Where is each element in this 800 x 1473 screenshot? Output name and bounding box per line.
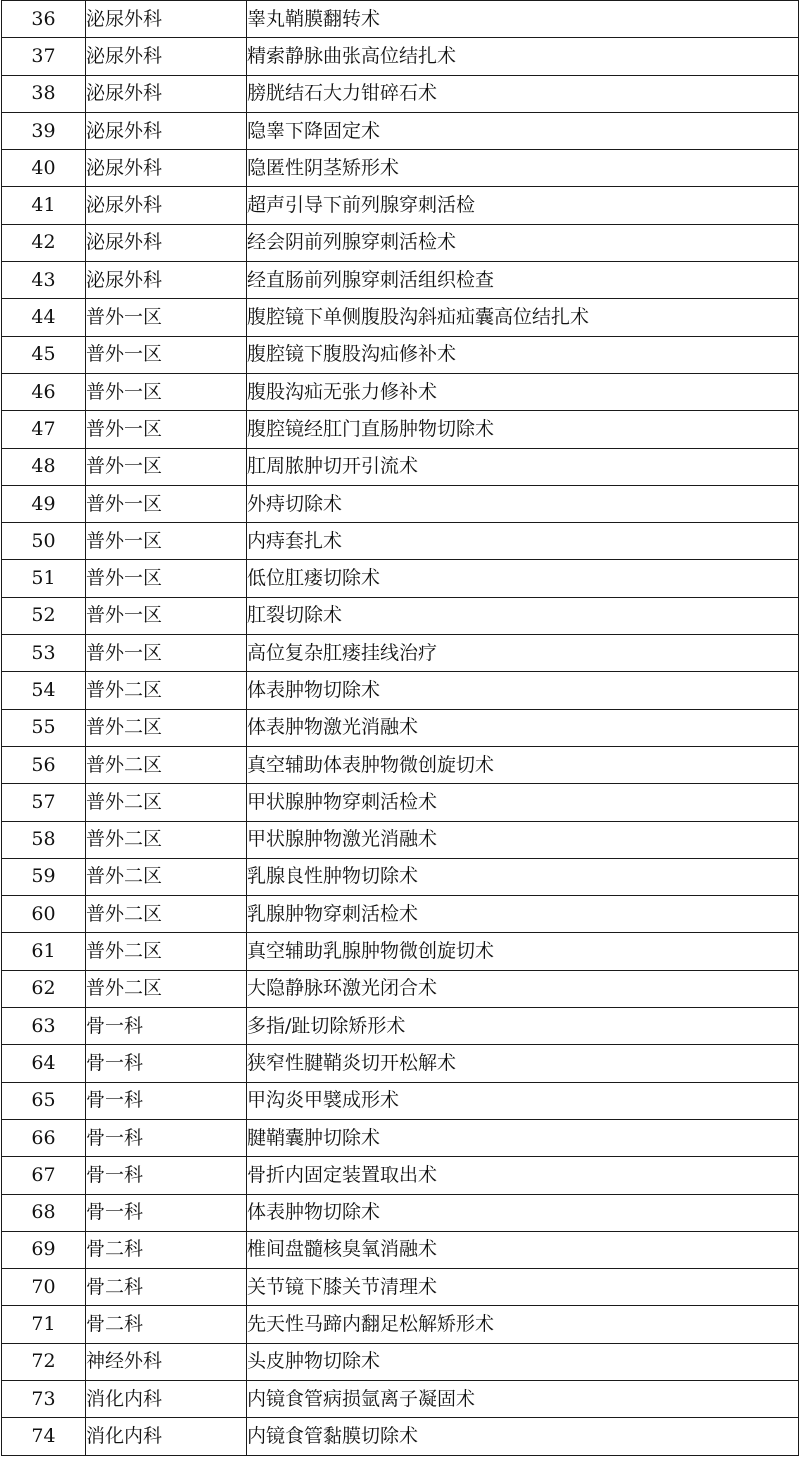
procedure-name: 腹股沟疝无张力修补术 — [247, 373, 799, 410]
row-number: 66 — [2, 1119, 86, 1156]
procedure-name: 乳腺肿物穿刺活检术 — [247, 896, 799, 933]
procedure-name: 骨折内固定装置取出术 — [247, 1157, 799, 1194]
row-number: 63 — [2, 1008, 86, 1045]
procedure-name: 乳腺良性肿物切除术 — [247, 858, 799, 895]
department-name: 普外一区 — [86, 523, 247, 560]
row-number: 65 — [2, 1082, 86, 1119]
table-row — [2, 38, 799, 75]
row-number: 55 — [2, 709, 86, 746]
procedure-name: 内痔套扎术 — [247, 523, 799, 560]
procedure-name: 甲沟炎甲襞成形术 — [247, 1082, 799, 1119]
table-row — [2, 373, 799, 410]
row-number: 58 — [2, 821, 86, 858]
procedure-name: 经直肠前列腺穿刺活组织检查 — [247, 262, 799, 299]
procedure-name: 睾丸鞘膜翻转术 — [247, 1, 799, 38]
table-row — [2, 1269, 799, 1306]
procedure-name: 椎间盘髓核臭氧消融术 — [247, 1231, 799, 1268]
row-number: 54 — [2, 672, 86, 709]
row-number: 53 — [2, 635, 86, 672]
row-number: 67 — [2, 1157, 86, 1194]
table-row — [2, 1157, 799, 1194]
row-number: 62 — [2, 970, 86, 1007]
department-name: 普外一区 — [86, 560, 247, 597]
row-number: 37 — [2, 38, 86, 75]
department-name: 普外一区 — [86, 411, 247, 448]
department-name: 骨二科 — [86, 1269, 247, 1306]
table-row — [2, 1, 799, 38]
table-row — [2, 933, 799, 970]
procedure-name: 低位肛瘘切除术 — [247, 560, 799, 597]
table-row — [2, 821, 799, 858]
department-name: 骨一科 — [86, 1008, 247, 1045]
table-row — [2, 112, 799, 149]
procedure-name: 狭窄性腱鞘炎切开松解术 — [247, 1045, 799, 1082]
table-row — [2, 746, 799, 783]
table-row — [2, 187, 799, 224]
table-row — [2, 1343, 799, 1380]
table-row — [2, 784, 799, 821]
procedure-name: 腹腔镜下单侧腹股沟斜疝疝囊高位结扎术 — [247, 299, 799, 336]
table-row — [2, 224, 799, 261]
procedure-name: 真空辅助体表肿物微创旋切术 — [247, 746, 799, 783]
table-row — [2, 75, 799, 112]
department-name: 骨一科 — [86, 1157, 247, 1194]
row-number: 50 — [2, 523, 86, 560]
procedure-name: 隐睾下降固定术 — [247, 112, 799, 149]
table-row — [2, 262, 799, 299]
procedure-name: 内镜食管病损氩离子凝固术 — [247, 1380, 799, 1417]
table-row — [2, 411, 799, 448]
table-row — [2, 1008, 799, 1045]
row-number: 38 — [2, 75, 86, 112]
department-name: 泌尿外科 — [86, 1, 247, 38]
department-name: 普外一区 — [86, 336, 247, 373]
table-body — [2, 1, 799, 1456]
department-name: 普外二区 — [86, 970, 247, 1007]
procedure-name: 甲状腺肿物激光消融术 — [247, 821, 799, 858]
department-name: 消化内科 — [86, 1418, 247, 1455]
department-name: 普外二区 — [86, 746, 247, 783]
department-name: 消化内科 — [86, 1380, 247, 1417]
table-row — [2, 560, 799, 597]
procedure-name: 腹腔镜经肛门直肠肿物切除术 — [247, 411, 799, 448]
table-row — [2, 597, 799, 634]
procedure-table — [1, 0, 799, 1456]
procedure-name: 腹腔镜下腹股沟疝修补术 — [247, 336, 799, 373]
row-number: 64 — [2, 1045, 86, 1082]
department-name: 普外二区 — [86, 896, 247, 933]
table-row — [2, 1231, 799, 1268]
procedure-name: 关节镜下膝关节清理术 — [247, 1269, 799, 1306]
department-name: 泌尿外科 — [86, 112, 247, 149]
procedure-name: 真空辅助乳腺肿物微创旋切术 — [247, 933, 799, 970]
table-row — [2, 858, 799, 895]
department-name: 普外二区 — [86, 672, 247, 709]
department-name: 骨一科 — [86, 1119, 247, 1156]
row-number: 42 — [2, 224, 86, 261]
procedure-name: 超声引导下前列腺穿刺活检 — [247, 187, 799, 224]
table-row — [2, 1194, 799, 1231]
row-number: 60 — [2, 896, 86, 933]
procedure-name: 体表肿物切除术 — [247, 1194, 799, 1231]
department-name: 骨二科 — [86, 1231, 247, 1268]
department-name: 普外二区 — [86, 709, 247, 746]
row-number: 49 — [2, 485, 86, 522]
row-number: 59 — [2, 858, 86, 895]
row-number: 61 — [2, 933, 86, 970]
row-number: 47 — [2, 411, 86, 448]
table-row — [2, 1306, 799, 1343]
row-number: 71 — [2, 1306, 86, 1343]
row-number: 44 — [2, 299, 86, 336]
table-row — [2, 485, 799, 522]
procedure-name: 大隐静脉环激光闭合术 — [247, 970, 799, 1007]
procedure-name: 隐匿性阴茎矫形术 — [247, 150, 799, 187]
row-number: 39 — [2, 112, 86, 149]
department-name: 普外二区 — [86, 821, 247, 858]
procedure-name: 外痔切除术 — [247, 485, 799, 522]
department-name: 骨二科 — [86, 1306, 247, 1343]
department-name: 骨一科 — [86, 1082, 247, 1119]
procedure-name: 多指/趾切除矫形术 — [247, 1008, 799, 1045]
table-row — [2, 448, 799, 485]
procedure-name: 肛周脓肿切开引流术 — [247, 448, 799, 485]
row-number: 56 — [2, 746, 86, 783]
department-name: 泌尿外科 — [86, 38, 247, 75]
procedure-name: 先天性马蹄内翻足松解矫形术 — [247, 1306, 799, 1343]
department-name: 普外一区 — [86, 635, 247, 672]
row-number: 57 — [2, 784, 86, 821]
table-row — [2, 1380, 799, 1417]
procedure-name: 精索静脉曲张高位结扎术 — [247, 38, 799, 75]
table-row — [2, 150, 799, 187]
table-row — [2, 523, 799, 560]
procedure-name: 甲状腺肿物穿刺活检术 — [247, 784, 799, 821]
row-number: 74 — [2, 1418, 86, 1455]
table-row — [2, 672, 799, 709]
procedure-name: 高位复杂肛瘘挂线治疗 — [247, 635, 799, 672]
department-name: 泌尿外科 — [86, 224, 247, 261]
table-row — [2, 1045, 799, 1082]
department-name: 普外一区 — [86, 448, 247, 485]
row-number: 69 — [2, 1231, 86, 1268]
row-number: 46 — [2, 373, 86, 410]
department-name: 骨一科 — [86, 1194, 247, 1231]
procedure-name: 体表肿物切除术 — [247, 672, 799, 709]
department-name: 普外一区 — [86, 373, 247, 410]
row-number: 51 — [2, 560, 86, 597]
procedure-name: 肛裂切除术 — [247, 597, 799, 634]
procedure-name: 腱鞘囊肿切除术 — [247, 1119, 799, 1156]
row-number: 70 — [2, 1269, 86, 1306]
department-name: 泌尿外科 — [86, 262, 247, 299]
table-row — [2, 709, 799, 746]
row-number: 45 — [2, 336, 86, 373]
department-name: 普外二区 — [86, 858, 247, 895]
table-row — [2, 896, 799, 933]
row-number: 48 — [2, 448, 86, 485]
row-number: 41 — [2, 187, 86, 224]
department-name: 骨一科 — [86, 1045, 247, 1082]
procedure-name: 体表肿物激光消融术 — [247, 709, 799, 746]
department-name: 普外二区 — [86, 933, 247, 970]
table-row — [2, 635, 799, 672]
table-row — [2, 336, 799, 373]
procedure-name: 膀胱结石大力钳碎石术 — [247, 75, 799, 112]
procedure-name: 头皮肿物切除术 — [247, 1343, 799, 1380]
row-number: 36 — [2, 1, 86, 38]
table-row — [2, 299, 799, 336]
department-name: 泌尿外科 — [86, 150, 247, 187]
row-number: 72 — [2, 1343, 86, 1380]
row-number: 43 — [2, 262, 86, 299]
department-name: 普外一区 — [86, 299, 247, 336]
row-number: 40 — [2, 150, 86, 187]
procedure-name: 经会阴前列腺穿刺活检术 — [247, 224, 799, 261]
department-name: 神经外科 — [86, 1343, 247, 1380]
row-number: 52 — [2, 597, 86, 634]
department-name: 普外二区 — [86, 784, 247, 821]
row-number: 73 — [2, 1380, 86, 1417]
table-row — [2, 970, 799, 1007]
department-name: 泌尿外科 — [86, 75, 247, 112]
row-number: 68 — [2, 1194, 86, 1231]
procedure-name: 内镜食管黏膜切除术 — [247, 1418, 799, 1455]
department-name: 泌尿外科 — [86, 187, 247, 224]
table-row — [2, 1082, 799, 1119]
department-name: 普外一区 — [86, 485, 247, 522]
table-row — [2, 1418, 799, 1455]
table-row — [2, 1119, 799, 1156]
department-name: 普外一区 — [86, 597, 247, 634]
